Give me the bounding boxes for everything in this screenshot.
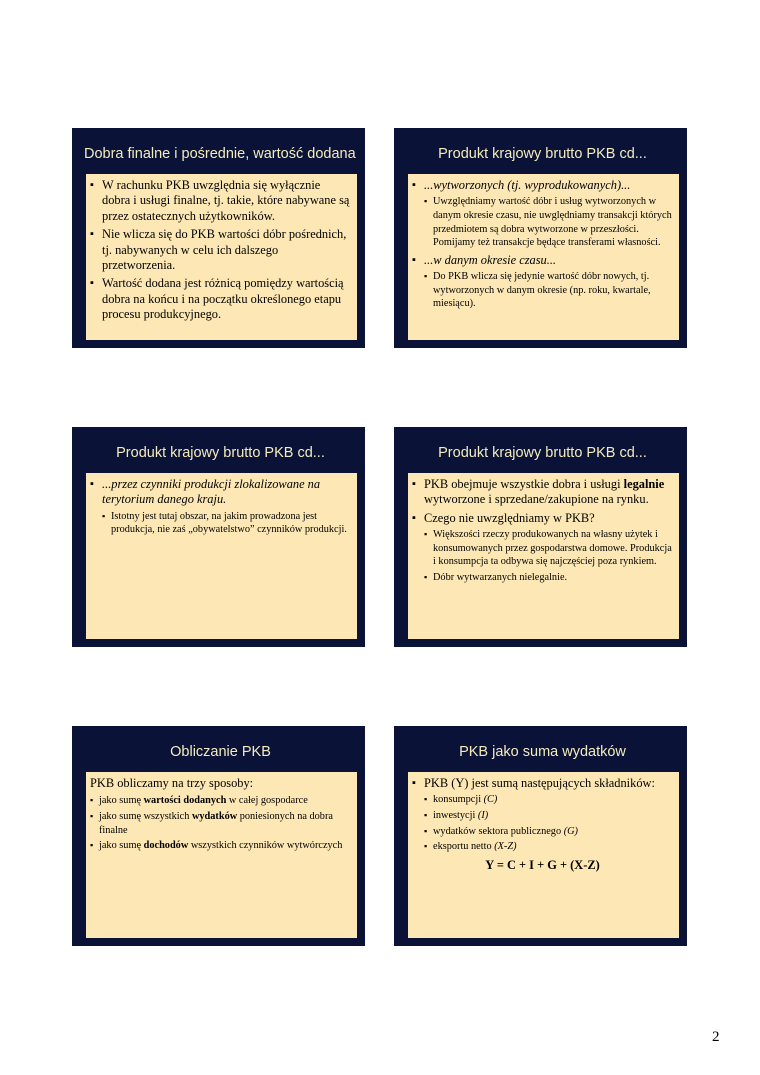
bold-word: legalnie	[623, 477, 665, 491]
symbol: (C)	[483, 794, 498, 806]
sub-bullet-text: poniesionych na dobra finalne	[99, 811, 333, 836]
sub-bullet	[424, 793, 673, 807]
slide-1	[72, 128, 365, 348]
bullet	[412, 178, 673, 250]
sub-bullet	[424, 809, 673, 823]
bullet	[412, 477, 673, 508]
sub-bullet-text: w całej gospodarce	[226, 795, 308, 807]
slide-title: Produkt krajowy brutto PKB cd...	[438, 445, 647, 461]
bullet-text: Czego nie uwzględniamy w PKB?	[424, 510, 595, 525]
slide-4	[394, 427, 687, 647]
bullet: ▪ Nie wlicza się do PKB wartości dóbr pośrednich, tj. nabywanych w celu ich dalszego przetworzenia.	[90, 227, 351, 273]
intro-text: PKB obliczamy na trzy sposoby:	[90, 776, 254, 790]
sub-bullet-text: wydatków sektora publicznego	[433, 825, 564, 837]
sub-bullet-text: konsumpcji	[433, 794, 484, 806]
sub-bullet: ▪ Istotny jest tutaj obszar, na jakim prowadzona jest produkcja, nie zaś „obywatelstwo” czynników produkcji.	[102, 510, 351, 537]
bullet: ▪ Wartość dodana jest różnicą pomiędzy wartością dobra na końcu i na początku określonego etapu procesu produkcyjnego.	[90, 276, 351, 322]
bold-word: dochodów	[143, 840, 189, 852]
bullet-text: ...wytworzonych (tj. wyprodukowanych)...	[424, 178, 631, 192]
sub-bullet	[90, 810, 351, 837]
sub-bullet-text: jako sumę	[99, 840, 144, 852]
sub-bullet: ▪ Uwzględniamy wartość dóbr i usług wytworzonych w danym okresie czasu, nie uwględniamy transakcji których przedmiotem są dobra wytworzone w przeszłości. Pomijamy też transakcje będące transferami własności.	[424, 195, 673, 249]
bullet-text: PKB (Y) jest sumą następujących składników:	[424, 776, 655, 790]
bullet	[412, 253, 673, 311]
sub-bullet-text: inwestycji	[433, 810, 478, 821]
bullet-text: PKB obejmuje wszystkie dobra i usługi	[424, 477, 624, 491]
slide-title: Produkt krajowy brutto PKB cd...	[116, 445, 325, 461]
symbol: (I)	[477, 810, 489, 821]
sub-bullet	[424, 840, 673, 854]
symbol: (G)	[563, 825, 578, 837]
slide-body	[86, 772, 357, 938]
slide-title: PKB jako suma wydatków	[459, 744, 626, 760]
slide-2	[394, 128, 687, 348]
slide-3	[72, 427, 365, 647]
slide-6	[394, 726, 687, 946]
slide-body	[408, 772, 679, 938]
symbol: (X-Z)	[494, 841, 517, 853]
sub-bullet: ▪ Do PKB wlicza się jedynie wartość dóbr nowych, tj. wytworzonych w danym okresie (np. roku, kwartale, miesiącu).	[424, 270, 673, 311]
sub-bullet	[424, 825, 673, 839]
sub-bullet-text: wszystkich czynników wytwórczych	[188, 840, 343, 852]
slide-title: Produkt krajowy brutto PKB cd...	[438, 146, 647, 162]
slide-title: Obliczanie PKB	[170, 744, 271, 760]
slide-body	[408, 473, 679, 639]
sub-bullet-text: jako sumę wszystkich	[99, 811, 192, 822]
sub-bullet	[90, 794, 351, 808]
slide-5	[72, 726, 365, 946]
slide-body	[86, 174, 357, 340]
bold-word: wartości dodanych	[143, 795, 227, 807]
bullet	[90, 477, 351, 537]
slide-title: Dobra finalne i pośrednie, wartość dodana	[84, 146, 356, 162]
slide-body	[86, 473, 357, 639]
gdp-formula: Y = C + I + G + (X-Z)	[485, 857, 600, 872]
bullet	[412, 511, 673, 585]
bullet-text: ...w danym okresie czasu...	[424, 252, 557, 267]
sub-bullet-text: eksportu netto	[433, 841, 495, 853]
sub-bullet: ▪ Większości rzeczy produkowanych na własny użytek i konsumowanych przez gospodarstwa domowe. Produkcja i konsumpcja ta odbywa się najczęściej poza rynkiem.	[424, 528, 673, 569]
page-number: 2	[712, 1029, 720, 1045]
bullet-text: wytworzone i sprzedane/zakupione na rynku.	[424, 492, 649, 507]
sub-bullet-text: jako sumę	[99, 795, 144, 807]
sub-bullet	[90, 839, 351, 853]
bullet	[412, 776, 673, 854]
bullet: ▪ W rachunku PKB uwzględnia się wyłącznie dobra i usługi finalne, tj. takie, które nabywane są przez ostatecznych użytkowników.	[90, 178, 351, 224]
sub-bullet: ▪ Dóbr wytwarzanych nielegalnie.	[424, 571, 673, 585]
bold-word: wydatków	[191, 811, 238, 822]
slide-body	[408, 174, 679, 340]
bullet-text: ...przez czynniki produkcji zlokalizowane na terytorium danego kraju.	[102, 477, 321, 507]
